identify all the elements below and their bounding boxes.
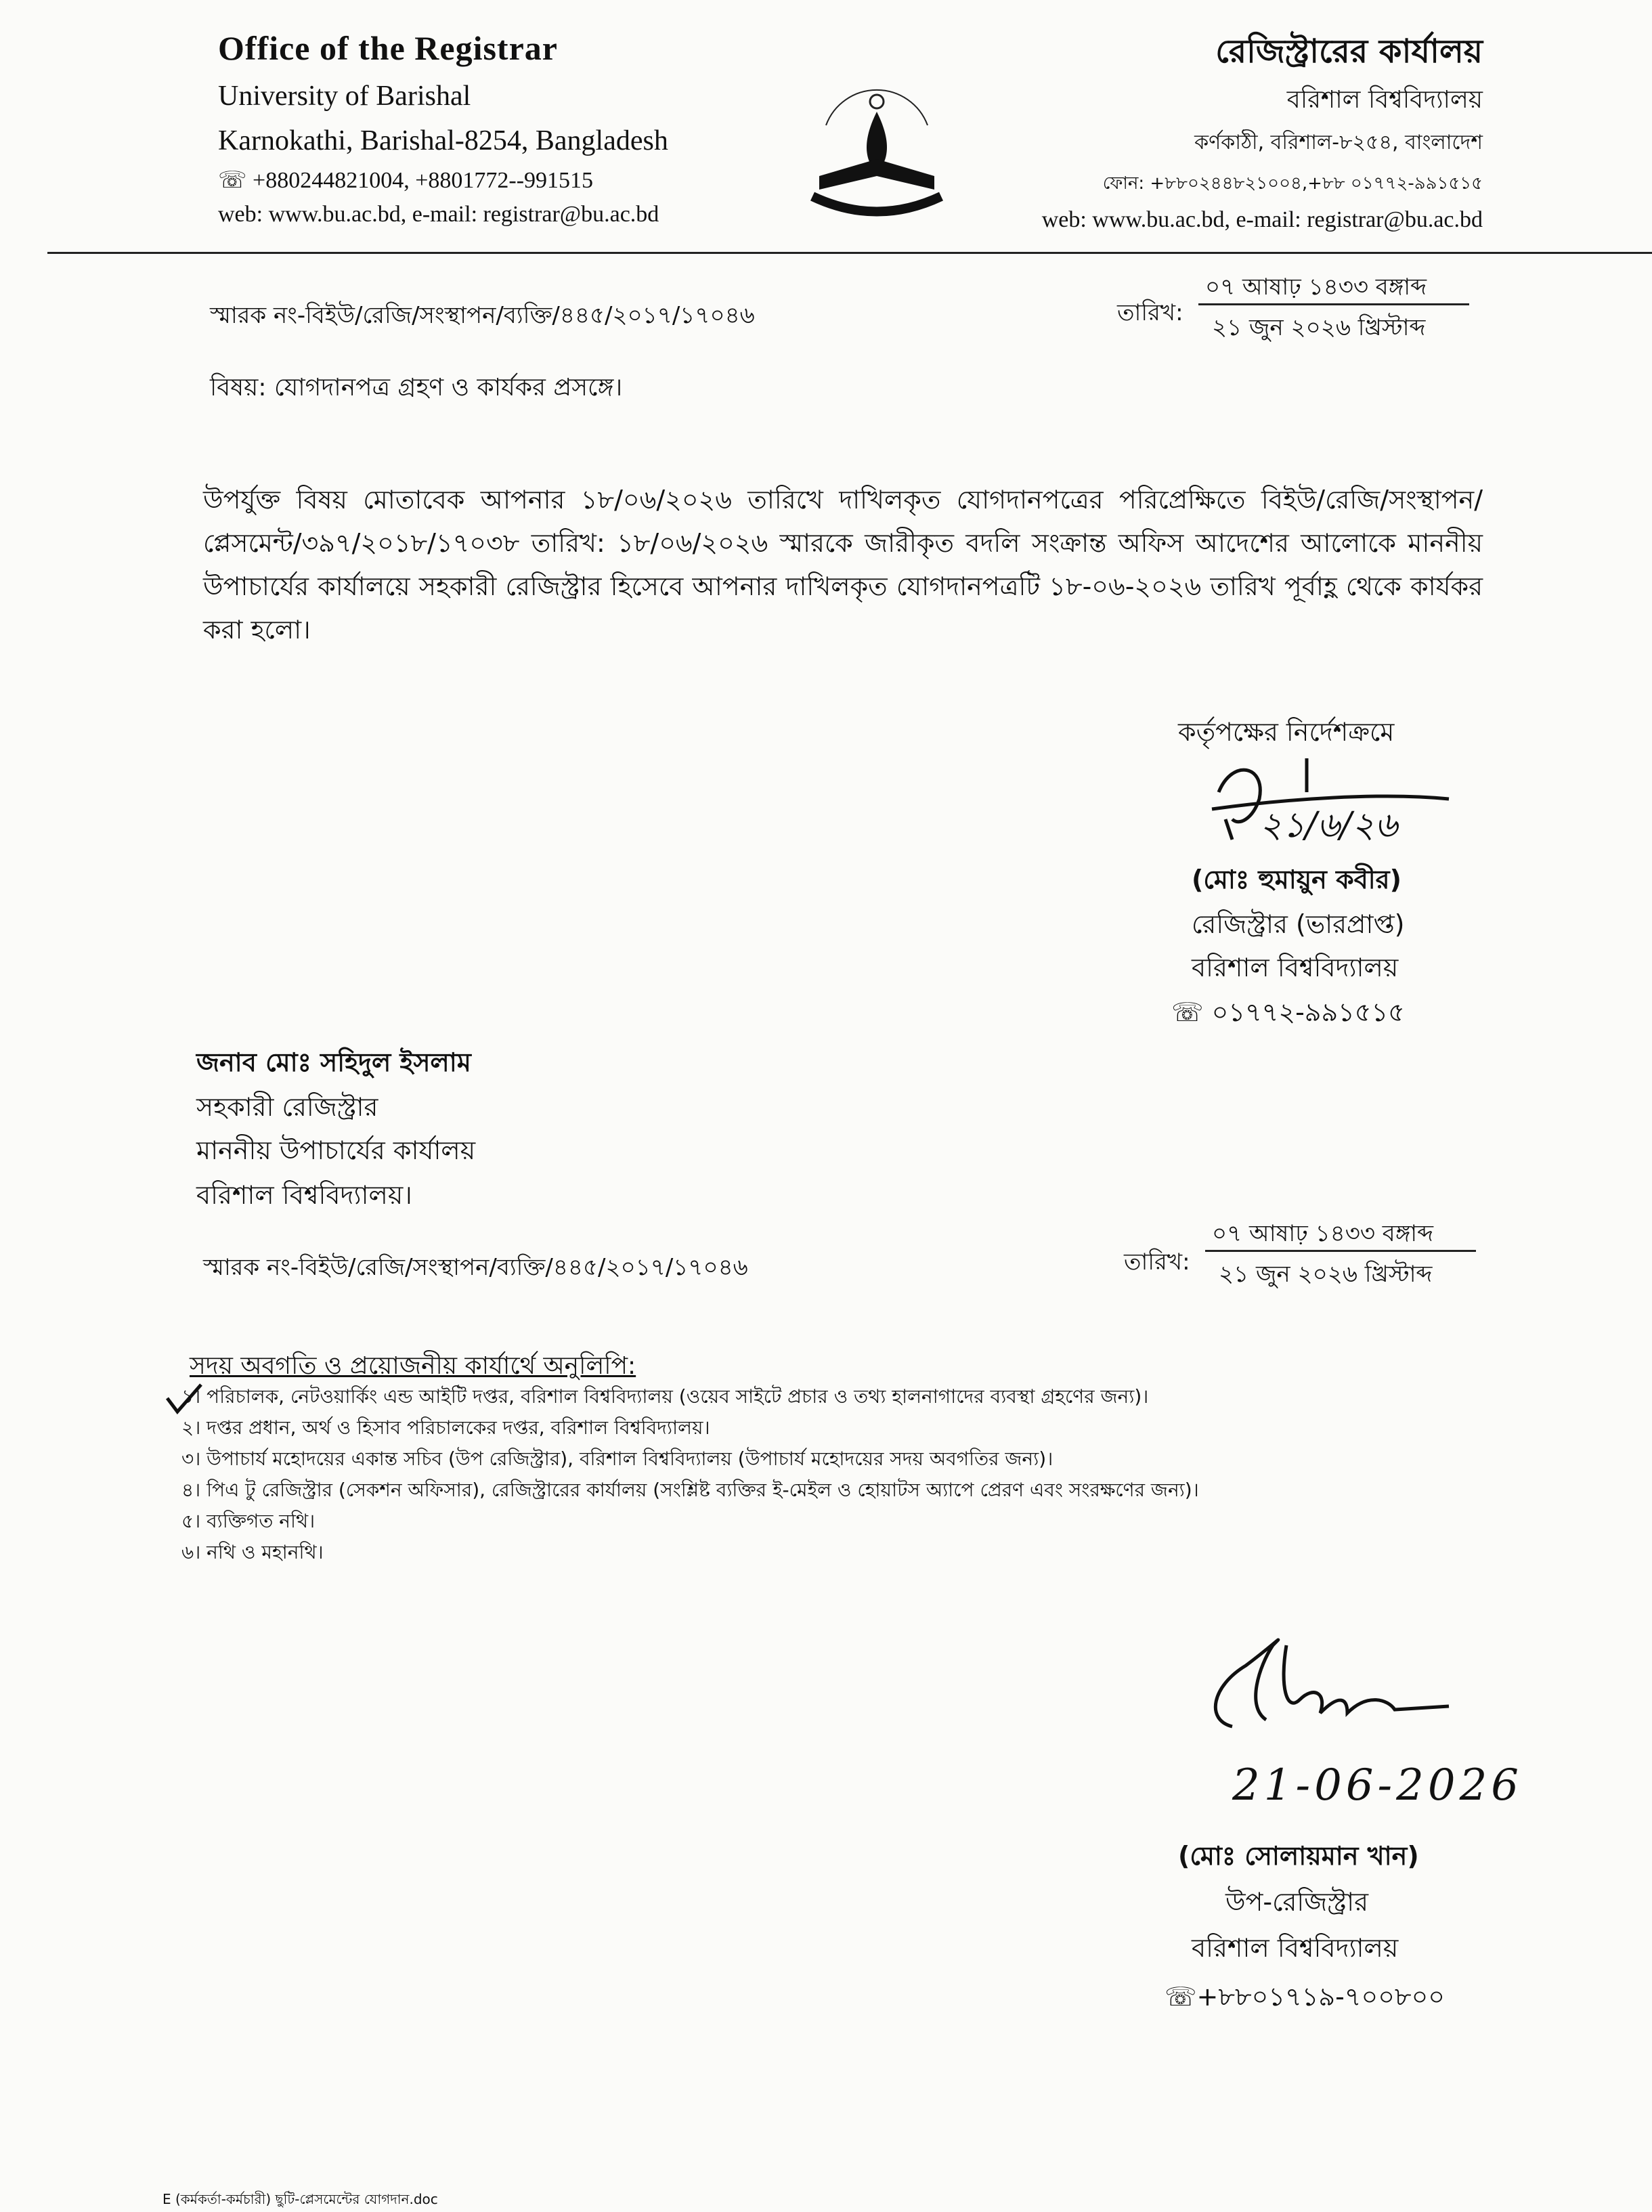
copy-item: ১। পরিচালক, নেটওয়ার্কিং এন্ড আইটি দপ্তর, বরিশাল বিশ্ববিদ্যালয় (ওয়েব সাইটে প্রচার ও তথ্য হালনাগাদের ব্যবস্থা গ্রহণের জন্য)। bbox=[181, 1385, 1149, 1408]
copy-item: ২। দপ্তর প্রধান, অর্থ ও হিসাব পরিচালকের দপ্তর, বরিশাল বিশ্ববিদ্যালয়। bbox=[181, 1416, 710, 1439]
recipient-title: সহকারী রেজিস্ট্রার bbox=[196, 1092, 378, 1122]
signatory1-authority: কর্তৃপক্ষের নির্দেশক্রমে bbox=[1178, 717, 1395, 747]
header-address-en: Karnokathi, Barishal-8254, Bangladesh bbox=[218, 125, 668, 156]
header-web-bn: web: www.bu.ac.bd, e-mail: registrar@bu.ac.bd bbox=[1041, 207, 1483, 232]
copy-item: ৪। পিএ টু রেজিস্ট্রার (সেকশন অফিসার), রেজিস্ট্রারের কার্যালয় (সংশ্লিষ্ট ব্যক্তির ই-মেইল ও হোয়াটস অ্যাপে প্রেরণ এবং সংরক্ষণের জন্য)। bbox=[181, 1479, 1199, 1501]
memo-date-en: ২১ জুন ২০২৬ খ্রিস্টাব্দ bbox=[1212, 314, 1426, 341]
signature-2-scribble-icon bbox=[1192, 1625, 1462, 1747]
memo-date-en-copy: ২১ জুন ২০২৬ খ্রিস্টাব্দ bbox=[1219, 1261, 1433, 1288]
signatory2-org: বরিশাল বিশ্ববিদ্যালয় bbox=[1192, 1933, 1399, 1963]
university-logo bbox=[799, 64, 955, 220]
signature-2 bbox=[1192, 1625, 1462, 1747]
recipient-name: জনাব মোঃ সহিদুল ইসলাম bbox=[196, 1047, 471, 1077]
header-title-en: Office of the Registrar bbox=[218, 29, 558, 67]
signatory1-name: (মোঃ হুমায়ুন কবীর) bbox=[1192, 865, 1401, 894]
copy-heading: সদয় অবগতি ও প্রয়োজনীয় কার্যার্থে অনুলিপি: bbox=[190, 1352, 636, 1380]
signatory2-phone: ☏+৮৮০১৭১৯-৭০০৮০০ bbox=[1165, 1982, 1445, 2012]
date-divider-copy bbox=[1205, 1250, 1476, 1252]
copy-item: ৫। ব্যক্তিগত নথি। bbox=[181, 1510, 316, 1532]
memo-date-bn: ০৭ আষাঢ় ১৪৩৩ বঙ্গাব্দ bbox=[1205, 274, 1427, 301]
header-university-en: University of Barishal bbox=[218, 81, 471, 112]
copy-list bbox=[181, 1381, 1522, 1568]
signatory1-phone: ☏ ০১৭৭২-৯৯১৫১৫ bbox=[1171, 997, 1405, 1027]
memo-date-label-copy: তারিখ: bbox=[1124, 1249, 1190, 1276]
header-divider bbox=[47, 252, 1652, 254]
memo-ref: স্মারক নং-বিইউ/রেজি/সংস্থাপন/ব্যক্তি/৪৪৫/২০১৭/১৭০৪৬ bbox=[210, 302, 755, 329]
footer-file-path: E (কর্মকর্তা-কর্মচারী) ছুটি-প্লেসমেন্টের যোগদান.doc bbox=[162, 2191, 438, 2207]
recipient-org: বরিশাল বিশ্ববিদ্যালয়। bbox=[196, 1180, 412, 1210]
signatory1-org: বরিশাল বিশ্ববিদ্যালয় bbox=[1192, 953, 1399, 982]
signatory2-title: উপ-রেজিস্ট্রার bbox=[1225, 1887, 1369, 1917]
header-phone-en: ☏ +880244821004, +8801772--991515 bbox=[218, 168, 594, 193]
memo-ref-copy: স্মারক নং-বিইউ/রেজি/সংস্থাপন/ব্যক্তি/৪৪৫/২০১৭/১৭০৪৬ bbox=[203, 1254, 748, 1281]
header-web-en: web: www.bu.ac.bd, e-mail: registrar@bu.ac.bd bbox=[218, 202, 659, 227]
header-title-bn: রেজিস্ট্রারের কার্যালয় bbox=[1215, 32, 1483, 70]
copy-item: ৬। নথি ও মহানথি। bbox=[181, 1541, 324, 1563]
signatory1-title: রেজিস্ট্রার (ভারপ্রাপ্ত) bbox=[1192, 909, 1405, 939]
recipient-office: মাননীয় উপাচার্যের কার্যালয় bbox=[196, 1135, 476, 1165]
memo-date-label: তারিখ: bbox=[1117, 299, 1183, 326]
memo-subject: বিষয়: যোগদানপত্র গ্রহণ ও কার্যকর প্রসঙ্গে। bbox=[210, 374, 623, 402]
memo-date-bn-copy: ০৭ আষাঢ় ১৪৩৩ বঙ্গাব্দ bbox=[1212, 1220, 1433, 1247]
header-university-bn: বরিশাল বিশ্ববিদ্যালয় bbox=[1286, 86, 1483, 114]
university-logo-icon bbox=[799, 64, 955, 220]
header-address-bn: কর্ণকাঠী, বরিশাল-৮২৫৪, বাংলাদেশ bbox=[1194, 131, 1483, 154]
phone-icon: ☏ bbox=[1165, 1982, 1197, 2012]
signature-2-date: 21-06-2026 bbox=[1232, 1760, 1523, 1810]
phone-icon: ☏ bbox=[1171, 997, 1212, 1027]
phone-icon: ☏ bbox=[218, 168, 253, 193]
memo-body: উপর্যুক্ত বিষয় মোতাবেক আপনার ১৮/০৬/২০২৬ তারিখে দাখিলকৃত যোগদানপত্রের পরিপ্রেক্ষিতে বিইউ/রেজি/সংস্থাপন/প্লেসমেন্ট/৩৯৭/২০১৮/১৭০৩৮ তারিখ: ১৮/০৬/২০২৬ স্মারকে জারীকৃত বদলি সংক্রান্ত অফিস আদেশের আলোকে মাননীয় উপাচার্যের কার্যালয়ে সহকারী রেজিস্ট্রার হিসেবে আপনার দাখিলকৃত যোগদানপত্রটি ১৮-০৬-২০২৬ তারিখ পূর্বাহ্ণ থেকে কার্যকর করা হলো। bbox=[203, 485, 1483, 645]
signatory2-name: (মোঃ সোলায়মান খান) bbox=[1178, 1841, 1419, 1871]
date-divider bbox=[1198, 303, 1469, 305]
header-phone-bn: ফোন: +৮৮০২৪৪৮২১০০৪,+৮৮ ০১৭৭২-৯৯১৫১৫ bbox=[1102, 173, 1483, 194]
signature-1-date: ২১/৬/২৬ bbox=[1259, 805, 1398, 846]
copy-item: ৩। উপাচার্য মহোদয়ের একান্ত সচিব (উপ রেজিস্ট্রার), বরিশাল বিশ্ববিদ্যালয় (উপাচার্য মহোদয়ের সদয় অবগতির জন্য)। bbox=[181, 1448, 1053, 1470]
